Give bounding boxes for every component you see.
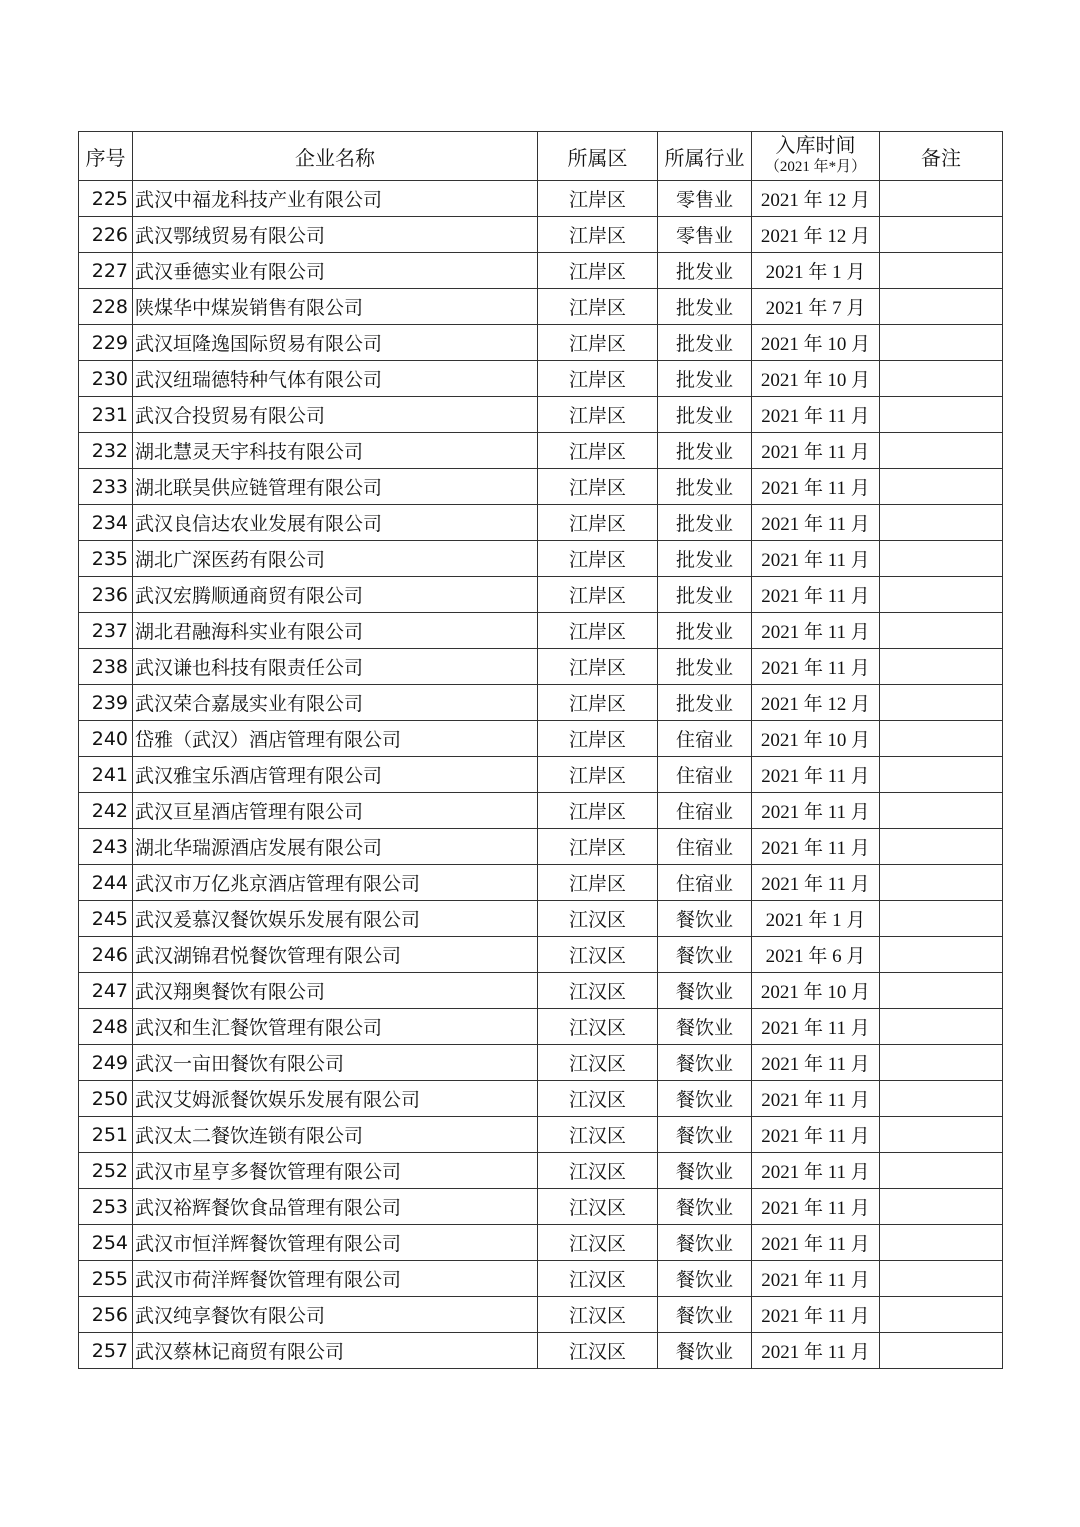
cell-company-name: 武汉市荷洋辉餐饮管理有限公司 xyxy=(133,1261,538,1297)
cell-industry: 住宿业 xyxy=(658,721,752,757)
cell-date: 2021 年 11 月 xyxy=(752,1153,880,1189)
cell-industry: 批发业 xyxy=(658,469,752,505)
cell-date: 2021 年 11 月 xyxy=(752,505,880,541)
cell-no: 235 xyxy=(79,541,133,577)
cell-date: 2021 年 7 月 xyxy=(752,289,880,325)
table-row xyxy=(79,1297,1003,1333)
cell-district: 江岸区 xyxy=(538,613,658,649)
cell-no: 248 xyxy=(79,1009,133,1045)
cell-no: 257 xyxy=(79,1333,133,1369)
cell-company-name: 武汉宏腾顺通商贸有限公司 xyxy=(133,577,538,613)
table-row xyxy=(79,1261,1003,1297)
cell-industry: 批发业 xyxy=(658,505,752,541)
cell-company-name: 武汉纯享餐饮有限公司 xyxy=(133,1297,538,1333)
cell-date: 2021 年 10 月 xyxy=(752,973,880,1009)
cell-district: 江岸区 xyxy=(538,829,658,865)
cell-company-name: 武汉翔奥餐饮有限公司 xyxy=(133,973,538,1009)
cell-no: 256 xyxy=(79,1297,133,1333)
cell-date: 2021 年 11 月 xyxy=(752,433,880,469)
cell-district: 江岸区 xyxy=(538,397,658,433)
cell-district: 江岸区 xyxy=(538,865,658,901)
cell-district: 江岸区 xyxy=(538,541,658,577)
cell-industry: 餐饮业 xyxy=(658,1117,752,1153)
cell-industry: 餐饮业 xyxy=(658,973,752,1009)
cell-note xyxy=(880,721,1003,757)
cell-note xyxy=(880,937,1003,973)
cell-district: 江岸区 xyxy=(538,253,658,289)
table-row xyxy=(79,289,1003,325)
cell-note xyxy=(880,433,1003,469)
cell-no: 236 xyxy=(79,577,133,613)
cell-company-name: 武汉太二餐饮连锁有限公司 xyxy=(133,1117,538,1153)
cell-date: 2021 年 1 月 xyxy=(752,253,880,289)
cell-no: 237 xyxy=(79,613,133,649)
table-row xyxy=(79,793,1003,829)
cell-no: 226 xyxy=(79,217,133,253)
cell-district: 江岸区 xyxy=(538,793,658,829)
cell-note xyxy=(880,1045,1003,1081)
table-row xyxy=(79,1045,1003,1081)
cell-no: 254 xyxy=(79,1225,133,1261)
cell-date: 2021 年 10 月 xyxy=(752,325,880,361)
table-row xyxy=(79,685,1003,721)
cell-date: 2021 年 11 月 xyxy=(752,1045,880,1081)
cell-company-name: 武汉市恒洋辉餐饮管理有限公司 xyxy=(133,1225,538,1261)
table-row xyxy=(79,829,1003,865)
cell-no: 251 xyxy=(79,1117,133,1153)
cell-note xyxy=(880,1189,1003,1225)
cell-district: 江汉区 xyxy=(538,1117,658,1153)
cell-company-name: 武汉纽瑞德特种气体有限公司 xyxy=(133,361,538,397)
table-row xyxy=(79,1009,1003,1045)
cell-note xyxy=(880,685,1003,721)
table-row xyxy=(79,973,1003,1009)
cell-company-name: 武汉艾姆派餐饮娱乐发展有限公司 xyxy=(133,1081,538,1117)
cell-industry: 住宿业 xyxy=(658,793,752,829)
cell-date: 2021 年 10 月 xyxy=(752,361,880,397)
cell-company-name: 武汉鄂绒贸易有限公司 xyxy=(133,217,538,253)
cell-no: 244 xyxy=(79,865,133,901)
cell-no: 240 xyxy=(79,721,133,757)
cell-district: 江岸区 xyxy=(538,721,658,757)
cell-date: 2021 年 11 月 xyxy=(752,1333,880,1369)
cell-company-name: 湖北慧灵天宇科技有限公司 xyxy=(133,433,538,469)
cell-industry: 批发业 xyxy=(658,577,752,613)
cell-company-name: 武汉垣隆逸国际贸易有限公司 xyxy=(133,325,538,361)
table-row xyxy=(79,1189,1003,1225)
cell-industry: 住宿业 xyxy=(658,829,752,865)
cell-industry: 批发业 xyxy=(658,433,752,469)
cell-note xyxy=(880,181,1003,217)
cell-note xyxy=(880,757,1003,793)
cell-industry: 餐饮业 xyxy=(658,901,752,937)
cell-district: 江汉区 xyxy=(538,1045,658,1081)
cell-note xyxy=(880,1225,1003,1261)
cell-district: 江汉区 xyxy=(538,937,658,973)
cell-date: 2021 年 12 月 xyxy=(752,217,880,253)
cell-date: 2021 年 11 月 xyxy=(752,1117,880,1153)
header-name: 企业名称 xyxy=(133,132,538,181)
cell-district: 江汉区 xyxy=(538,973,658,1009)
cell-industry: 零售业 xyxy=(658,217,752,253)
cell-district: 江岸区 xyxy=(538,325,658,361)
cell-company-name: 武汉良信达农业发展有限公司 xyxy=(133,505,538,541)
cell-district: 江岸区 xyxy=(538,469,658,505)
cell-date: 2021 年 10 月 xyxy=(752,721,880,757)
cell-note xyxy=(880,505,1003,541)
cell-no: 234 xyxy=(79,505,133,541)
table-row xyxy=(79,1333,1003,1369)
cell-industry: 餐饮业 xyxy=(658,1225,752,1261)
cell-no: 228 xyxy=(79,289,133,325)
cell-industry: 批发业 xyxy=(658,541,752,577)
table-row xyxy=(79,253,1003,289)
cell-no: 227 xyxy=(79,253,133,289)
cell-note xyxy=(880,793,1003,829)
cell-industry: 批发业 xyxy=(658,253,752,289)
table-row xyxy=(79,217,1003,253)
cell-industry: 住宿业 xyxy=(658,865,752,901)
cell-note xyxy=(880,1117,1003,1153)
cell-date: 2021 年 11 月 xyxy=(752,469,880,505)
cell-no: 232 xyxy=(79,433,133,469)
cell-industry: 住宿业 xyxy=(658,757,752,793)
header-no: 序号 xyxy=(79,132,133,181)
cell-industry: 餐饮业 xyxy=(658,1189,752,1225)
cell-note xyxy=(880,973,1003,1009)
cell-company-name: 武汉垂德实业有限公司 xyxy=(133,253,538,289)
cell-company-name: 武汉亘星酒店管理有限公司 xyxy=(133,793,538,829)
cell-no: 246 xyxy=(79,937,133,973)
cell-note xyxy=(880,1333,1003,1369)
cell-company-name: 武汉裕辉餐饮食品管理有限公司 xyxy=(133,1189,538,1225)
cell-no: 241 xyxy=(79,757,133,793)
cell-date: 2021 年 12 月 xyxy=(752,181,880,217)
cell-industry: 批发业 xyxy=(658,685,752,721)
cell-no: 242 xyxy=(79,793,133,829)
cell-industry: 餐饮业 xyxy=(658,1261,752,1297)
cell-company-name: 武汉雅宝乐酒店管理有限公司 xyxy=(133,757,538,793)
cell-district: 江汉区 xyxy=(538,1261,658,1297)
table-row xyxy=(79,361,1003,397)
cell-industry: 餐饮业 xyxy=(658,937,752,973)
cell-industry: 批发业 xyxy=(658,613,752,649)
table-row xyxy=(79,577,1003,613)
cell-industry: 批发业 xyxy=(658,289,752,325)
cell-date: 2021 年 11 月 xyxy=(752,1189,880,1225)
cell-note xyxy=(880,1261,1003,1297)
cell-note xyxy=(880,397,1003,433)
table-header-row xyxy=(79,132,1003,181)
cell-district: 江汉区 xyxy=(538,901,658,937)
table-row xyxy=(79,397,1003,433)
cell-note xyxy=(880,541,1003,577)
cell-note xyxy=(880,469,1003,505)
table-row xyxy=(79,541,1003,577)
cell-no: 238 xyxy=(79,649,133,685)
cell-note xyxy=(880,865,1003,901)
cell-date: 2021 年 11 月 xyxy=(752,829,880,865)
cell-company-name: 湖北华瑞源酒店发展有限公司 xyxy=(133,829,538,865)
cell-district: 江岸区 xyxy=(538,361,658,397)
cell-industry: 零售业 xyxy=(658,181,752,217)
cell-date: 2021 年 1 月 xyxy=(752,901,880,937)
cell-district: 江岸区 xyxy=(538,433,658,469)
cell-company-name: 武汉荣合嘉晟实业有限公司 xyxy=(133,685,538,721)
cell-company-name: 武汉和生汇餐饮管理有限公司 xyxy=(133,1009,538,1045)
cell-district: 江岸区 xyxy=(538,685,658,721)
cell-no: 245 xyxy=(79,901,133,937)
table-row xyxy=(79,613,1003,649)
cell-date: 2021 年 11 月 xyxy=(752,1009,880,1045)
cell-industry: 餐饮业 xyxy=(658,1153,752,1189)
header-time-sub: （2021 年*月） xyxy=(764,159,867,175)
table-row xyxy=(79,937,1003,973)
cell-company-name: 武汉谦也科技有限责任公司 xyxy=(133,649,538,685)
cell-note xyxy=(880,253,1003,289)
cell-industry: 批发业 xyxy=(658,649,752,685)
cell-no: 255 xyxy=(79,1261,133,1297)
cell-date: 2021 年 11 月 xyxy=(752,541,880,577)
cell-no: 247 xyxy=(79,973,133,1009)
cell-company-name: 武汉合投贸易有限公司 xyxy=(133,397,538,433)
cell-district: 江汉区 xyxy=(538,1189,658,1225)
cell-note xyxy=(880,577,1003,613)
cell-note xyxy=(880,613,1003,649)
table-row xyxy=(79,865,1003,901)
cell-no: 225 xyxy=(79,181,133,217)
cell-district: 江岸区 xyxy=(538,217,658,253)
table-body xyxy=(79,181,1003,1369)
header-time xyxy=(752,132,880,181)
cell-note xyxy=(880,901,1003,937)
cell-industry: 批发业 xyxy=(658,325,752,361)
cell-district: 江岸区 xyxy=(538,505,658,541)
cell-date: 2021 年 6 月 xyxy=(752,937,880,973)
cell-date: 2021 年 11 月 xyxy=(752,793,880,829)
cell-no: 229 xyxy=(79,325,133,361)
cell-district: 江岸区 xyxy=(538,577,658,613)
cell-note xyxy=(880,1081,1003,1117)
cell-company-name: 湖北广深医药有限公司 xyxy=(133,541,538,577)
cell-no: 239 xyxy=(79,685,133,721)
cell-company-name: 陕煤华中煤炭销售有限公司 xyxy=(133,289,538,325)
cell-date: 2021 年 11 月 xyxy=(752,1225,880,1261)
cell-no: 249 xyxy=(79,1045,133,1081)
cell-company-name: 武汉市星亨多餐饮管理有限公司 xyxy=(133,1153,538,1189)
cell-date: 2021 年 11 月 xyxy=(752,397,880,433)
cell-district: 江汉区 xyxy=(538,1333,658,1369)
cell-district: 江汉区 xyxy=(538,1081,658,1117)
cell-date: 2021 年 11 月 xyxy=(752,649,880,685)
cell-district: 江岸区 xyxy=(538,757,658,793)
header-note: 备注 xyxy=(880,132,1003,181)
cell-note xyxy=(880,649,1003,685)
cell-industry: 餐饮业 xyxy=(658,1333,752,1369)
cell-note xyxy=(880,1009,1003,1045)
cell-industry: 餐饮业 xyxy=(658,1081,752,1117)
cell-no: 253 xyxy=(79,1189,133,1225)
cell-date: 2021 年 11 月 xyxy=(752,757,880,793)
cell-district: 江岸区 xyxy=(538,289,658,325)
table-row xyxy=(79,1117,1003,1153)
cell-district: 江岸区 xyxy=(538,181,658,217)
table-row xyxy=(79,1081,1003,1117)
cell-date: 2021 年 11 月 xyxy=(752,1297,880,1333)
table-row xyxy=(79,1225,1003,1261)
cell-note xyxy=(880,325,1003,361)
cell-district: 江汉区 xyxy=(538,1225,658,1261)
cell-note xyxy=(880,829,1003,865)
table-row xyxy=(79,469,1003,505)
cell-district: 江汉区 xyxy=(538,1153,658,1189)
cell-company-name: 岱雅（武汉）酒店管理有限公司 xyxy=(133,721,538,757)
cell-industry: 餐饮业 xyxy=(658,1297,752,1333)
cell-date: 2021 年 12 月 xyxy=(752,685,880,721)
table-row xyxy=(79,901,1003,937)
cell-company-name: 武汉湖锦君悦餐饮管理有限公司 xyxy=(133,937,538,973)
cell-industry: 批发业 xyxy=(658,397,752,433)
cell-company-name: 武汉中福龙科技产业有限公司 xyxy=(133,181,538,217)
cell-date: 2021 年 11 月 xyxy=(752,613,880,649)
cell-note xyxy=(880,289,1003,325)
cell-no: 250 xyxy=(79,1081,133,1117)
table-row xyxy=(79,757,1003,793)
cell-no: 230 xyxy=(79,361,133,397)
table-row xyxy=(79,325,1003,361)
cell-industry: 餐饮业 xyxy=(658,1009,752,1045)
cell-district: 江岸区 xyxy=(538,649,658,685)
cell-industry: 批发业 xyxy=(658,361,752,397)
cell-date: 2021 年 11 月 xyxy=(752,577,880,613)
cell-note xyxy=(880,1153,1003,1189)
cell-company-name: 武汉一亩田餐饮有限公司 xyxy=(133,1045,538,1081)
cell-company-name: 武汉爰慕汉餐饮娱乐发展有限公司 xyxy=(133,901,538,937)
cell-no: 233 xyxy=(79,469,133,505)
cell-district: 江汉区 xyxy=(538,1297,658,1333)
enterprise-table xyxy=(78,131,1003,1369)
table-row xyxy=(79,433,1003,469)
cell-date: 2021 年 11 月 xyxy=(752,865,880,901)
cell-company-name: 湖北君融海科实业有限公司 xyxy=(133,613,538,649)
header-time-label: 入库时间 xyxy=(775,133,856,157)
table-row xyxy=(79,649,1003,685)
table-row xyxy=(79,721,1003,757)
cell-company-name: 湖北联昊供应链管理有限公司 xyxy=(133,469,538,505)
table-row xyxy=(79,181,1003,217)
cell-no: 243 xyxy=(79,829,133,865)
cell-date: 2021 年 11 月 xyxy=(752,1261,880,1297)
cell-industry: 餐饮业 xyxy=(658,1045,752,1081)
cell-district: 江汉区 xyxy=(538,1009,658,1045)
header-industry: 所属行业 xyxy=(658,132,752,181)
table-row xyxy=(79,1153,1003,1189)
cell-date: 2021 年 11 月 xyxy=(752,1081,880,1117)
cell-note xyxy=(880,361,1003,397)
cell-note xyxy=(880,1297,1003,1333)
cell-company-name: 武汉市万亿兆京酒店管理有限公司 xyxy=(133,865,538,901)
cell-note xyxy=(880,217,1003,253)
cell-company-name: 武汉蔡林记商贸有限公司 xyxy=(133,1333,538,1369)
cell-no: 252 xyxy=(79,1153,133,1189)
cell-no: 231 xyxy=(79,397,133,433)
table-row xyxy=(79,505,1003,541)
header-district: 所属区 xyxy=(538,132,658,181)
